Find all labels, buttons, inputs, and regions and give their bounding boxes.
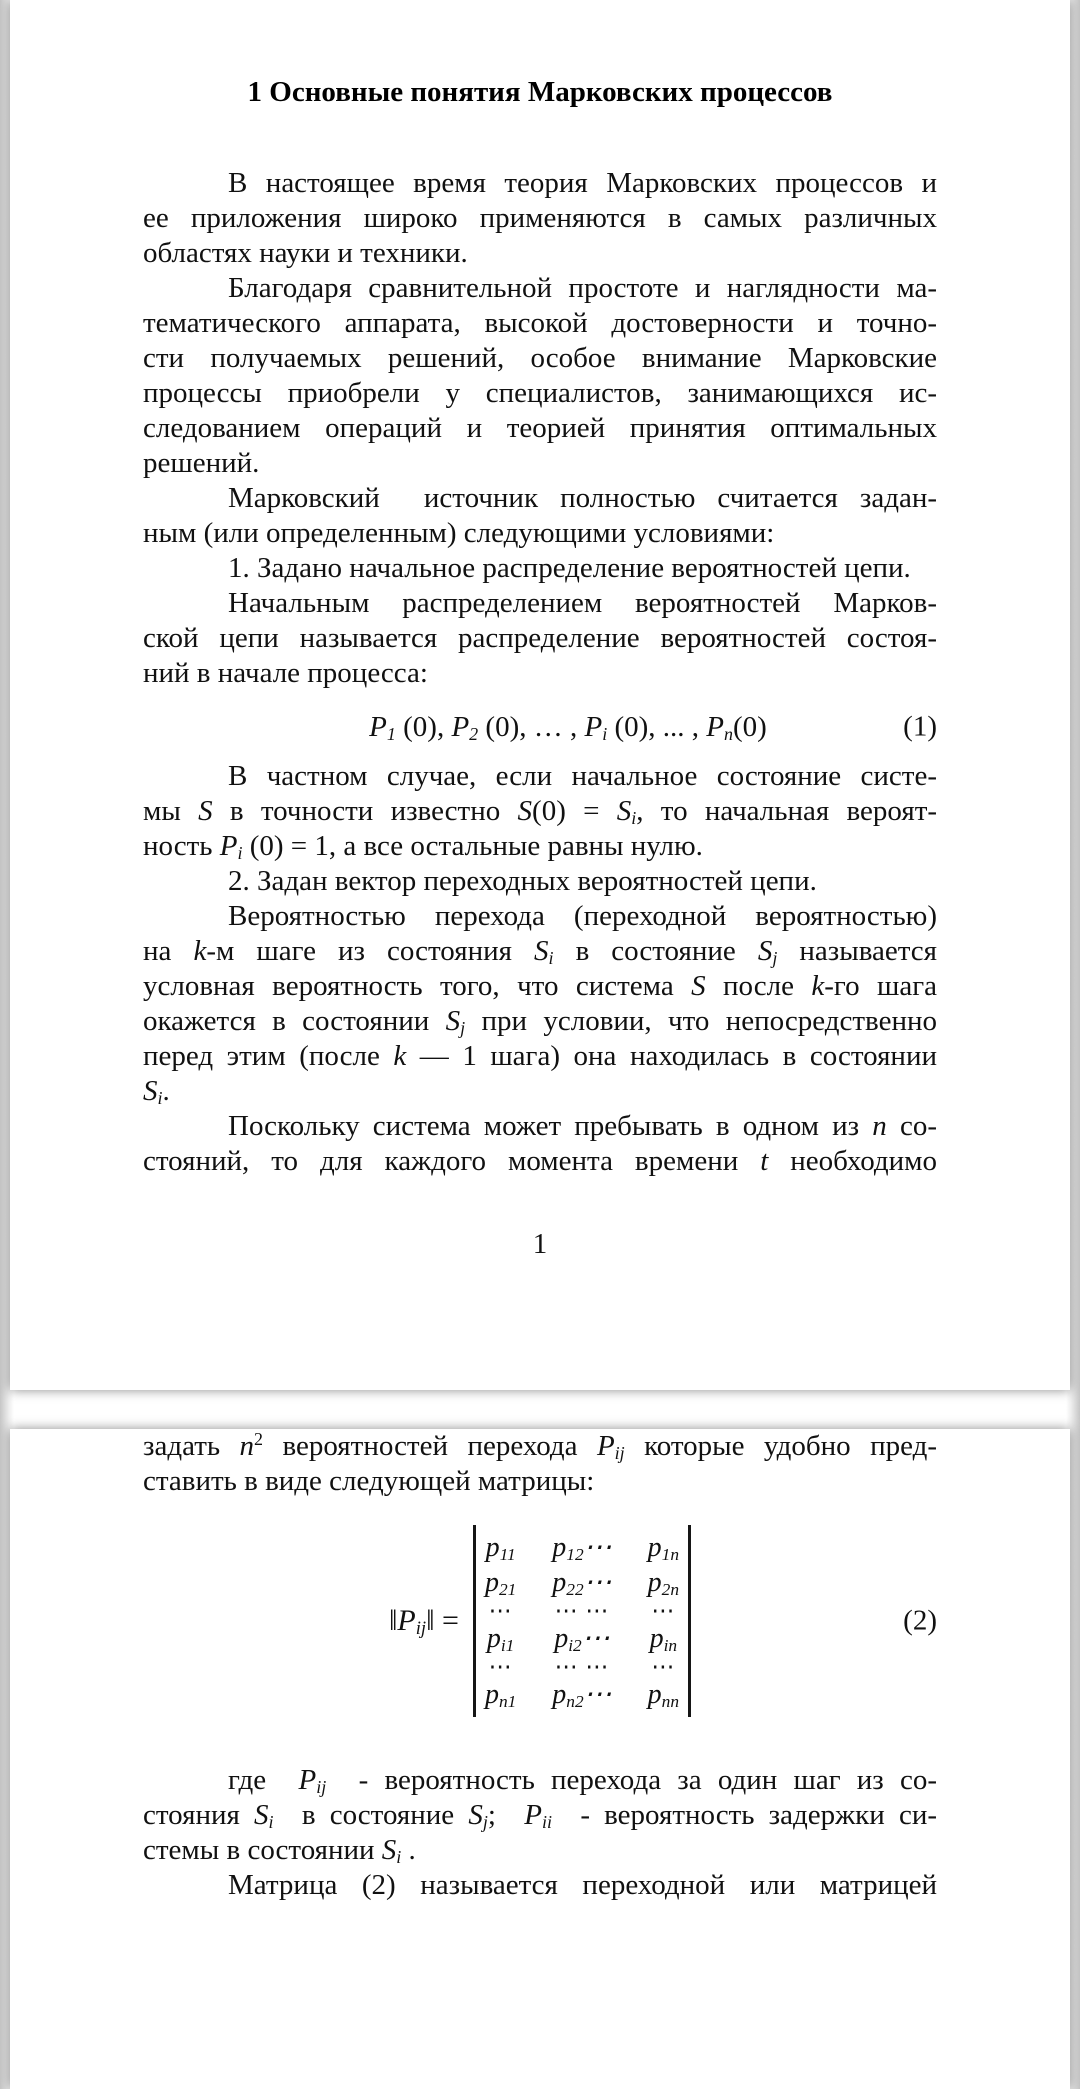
text-line: процессы приобрели у специалистов, занимающихся ис-	[143, 377, 937, 409]
matrix-cell: $p_{i1}$	[486, 1623, 515, 1655]
text-line: мы S в точности известно $S(0) = S_i$, то начальная вероят-	[143, 795, 937, 828]
text-line: следованием операций и теорией принятия оптимальных	[143, 412, 937, 444]
text-line: тематического аппарата, высокой достоверности и точно-	[143, 307, 937, 339]
formula-1	[143, 705, 937, 749]
text-line: 1. Задано начальное распределение вероятностей цепи.	[228, 552, 911, 584]
text-line: стояний, то для каждого момента времени t необходимо	[143, 1145, 937, 1177]
text-line: областях науки и техники.	[143, 237, 468, 269]
text-line: Вероятностью перехода (переходной вероятностью)	[228, 900, 937, 932]
matrix-cell: ⋯	[488, 1654, 513, 1679]
text-line: решений.	[143, 447, 260, 479]
text-line: Начальным распределением вероятностей Марков-	[228, 587, 937, 619]
paragraph	[143, 899, 937, 1109]
text-line: Матрица (2) называется переходной или матрицей	[228, 1869, 937, 1901]
paragraph	[143, 586, 937, 691]
text-line: ской цепи называется распределение вероятностей состоя-	[143, 622, 937, 654]
matrix-cell: $p_{21}$	[484, 1567, 517, 1599]
text-line: ность $P_i$ (0) = 1, а все остальные равны нулю.	[143, 830, 703, 863]
text-line: стемы в состоянии $S_i$ .	[143, 1834, 416, 1867]
page-2	[10, 1429, 1070, 2089]
text-line: ний в начале процесса:	[143, 657, 428, 689]
text-line: Марковский источник полностью считается задан-	[228, 482, 937, 514]
formula-2	[143, 1525, 937, 1717]
matrix-cell: $p_{nn}$	[647, 1679, 680, 1711]
page-number: 1	[532, 1228, 548, 1260]
text-line: В настоящее время теория Марковских процессов и	[228, 167, 937, 199]
text-line: где $P_{ij}$ - вероятность перехода за один шаг из со-	[228, 1764, 937, 1797]
text-line: перед этим (после k — 1 шага) она находилась в состоянии	[143, 1040, 937, 1072]
matrix-cell: ⋯ ⋯	[554, 1598, 610, 1623]
text-line: В частном случае, если начальное состояние систе-	[228, 760, 937, 792]
matrix-cell: $p_{in}$	[649, 1623, 678, 1655]
text-line: $S_i$.	[143, 1075, 170, 1108]
paragraph	[143, 1109, 937, 1179]
text-line: Благодаря сравнительной простоте и наглядности ма-	[228, 272, 937, 304]
text-line: Поскольку система может пребывать в одном из n со-	[228, 1110, 937, 1142]
matrix-cell: $p_{i2}\cdots$	[554, 1623, 610, 1655]
text-line: задать $n^2$ вероятностей перехода $P_{ij}$ которые удобно пред-	[143, 1429, 937, 1463]
text-line: сти получаемых решений, особое внимание Марковские	[143, 342, 937, 374]
paragraph	[143, 481, 937, 551]
transition-matrix	[473, 1525, 691, 1717]
matrix-cell: $p_{11}$	[485, 1532, 516, 1564]
text-line: ставить в виде следующей матрицы:	[143, 1465, 595, 1497]
matrix-cell: $p_{1n}$	[647, 1532, 680, 1564]
text-line: на k-м шаге из состояния $S_i$ в состояние $S_j$ называется	[143, 935, 937, 968]
text-line: 2. Задан вектор переходных вероятностей цепи.	[228, 865, 817, 897]
matrix-cell: $p_{12}\cdots$	[552, 1532, 612, 1564]
text-line: окажется в состоянии $S_j$ при условии, что непосредственно	[143, 1005, 937, 1038]
formula-body: $P_1$ (0), $P_2$ (0), … , $P_i$ (0), ... , $P_n(0)$	[369, 710, 767, 744]
page-1	[10, 0, 1070, 1390]
matrix-cell: ⋯	[488, 1598, 513, 1623]
paragraph	[143, 1429, 937, 1499]
matrix-cell: ⋯	[651, 1598, 676, 1623]
paragraph	[143, 864, 937, 899]
document-title: 1 Основные понятия Марковских процессов	[247, 76, 833, 108]
text-line: ным (или определенным) следующими условиями:	[143, 517, 775, 549]
paragraph	[143, 759, 937, 864]
matrix-lhs: $‖P_{ij}‖$ =	[388, 1604, 459, 1640]
paragraph	[143, 551, 937, 586]
matrix-cell: ⋯	[651, 1654, 676, 1679]
matrix-cell: $p_{n1}$	[484, 1679, 517, 1711]
text-line: стояния $S_i$ в состояние $S_j$; $P_{ii}$ - вероятность задержки си-	[143, 1799, 937, 1832]
text-line: ее приложения широко применяются в самых различных	[143, 202, 937, 234]
paragraph	[143, 1868, 937, 1903]
matrix-cell: $p_{2n}$	[647, 1567, 680, 1599]
text-line: условная вероятность того, что система S после k-го шага	[143, 970, 937, 1002]
matrix-cell: $p_{22}\cdots$	[552, 1567, 612, 1599]
paragraph	[143, 1763, 937, 1868]
formula-number: (1)	[903, 710, 937, 743]
matrix-cell: ⋯ ⋯	[554, 1654, 610, 1679]
paragraph	[143, 166, 937, 271]
formula-number: (2)	[903, 1604, 937, 1637]
paragraph	[143, 271, 937, 481]
matrix-cell: $p_{n2}\cdots$	[552, 1679, 612, 1711]
